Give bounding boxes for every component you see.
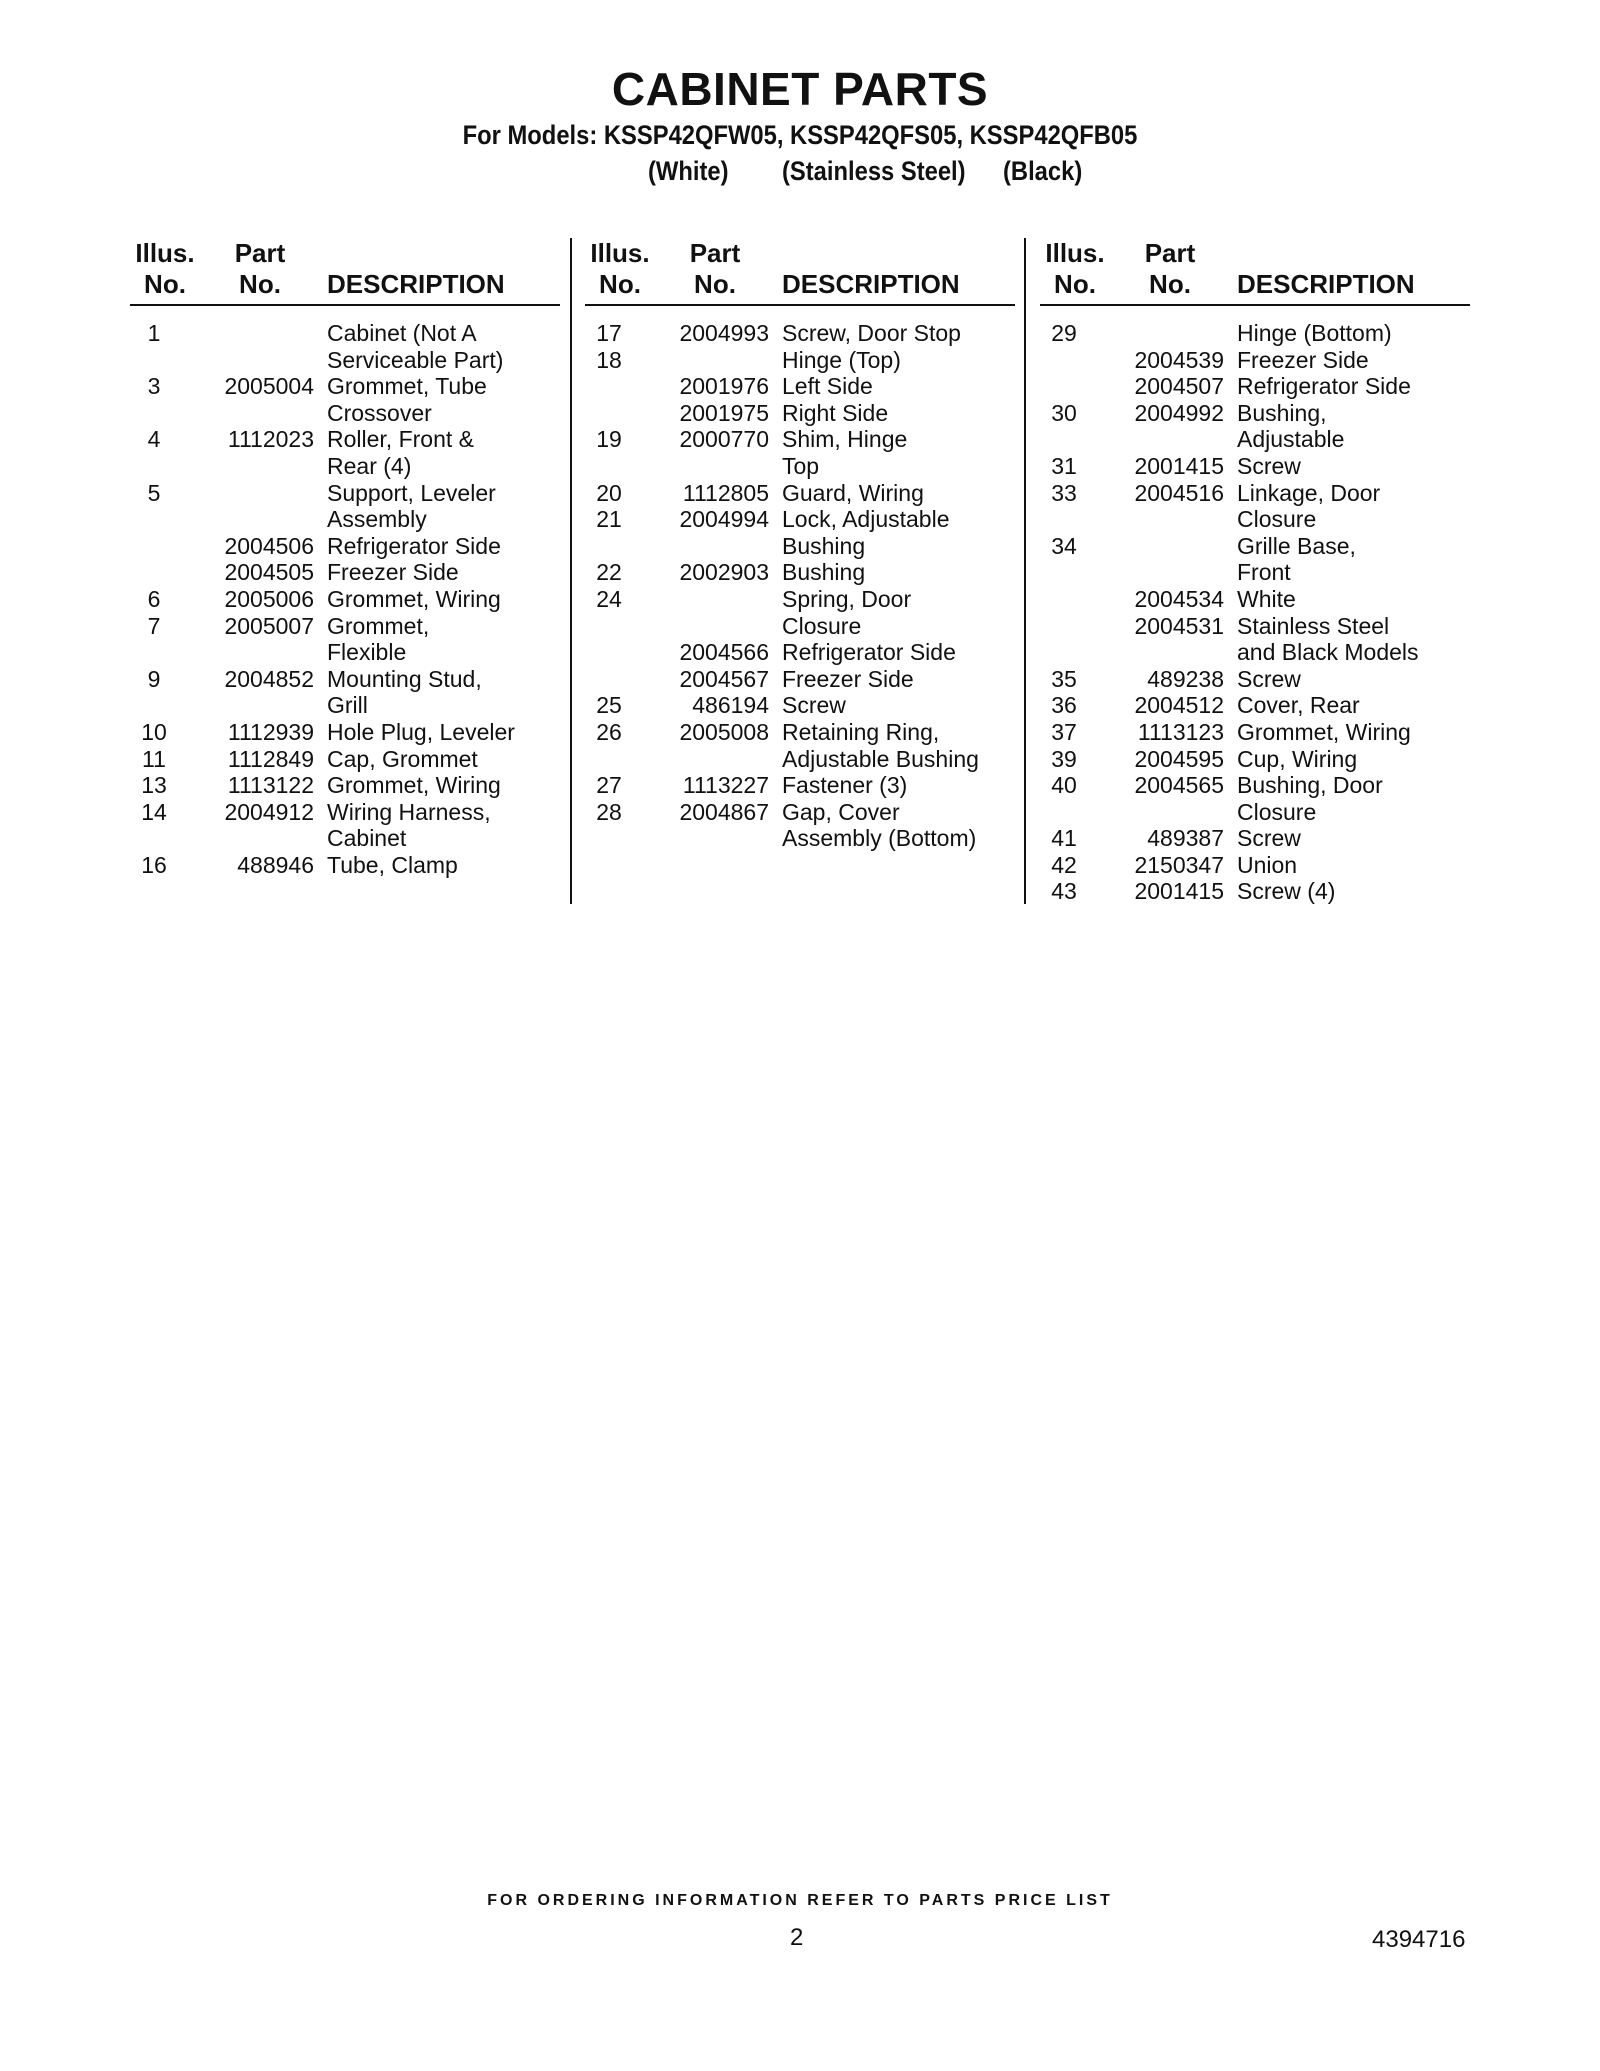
illus-no-cell: 6 [147, 585, 161, 612]
description-cell: Right Side [782, 399, 889, 426]
table-row [130, 373, 560, 426]
part-no-cell: 2001976 [679, 373, 769, 400]
illus-no-cell: 1 [147, 320, 161, 346]
table-row [130, 559, 560, 586]
table-row [130, 613, 560, 666]
illus-no-cell: 13 [141, 772, 167, 799]
description-cell: Support, Leveler Assembly [327, 479, 496, 533]
header-illus-no: Illus. No. [590, 238, 650, 299]
table-row [130, 852, 560, 879]
part-no-cell: 489387 [1147, 825, 1224, 852]
table-row [585, 559, 1015, 586]
description-cell: Grommet, Flexible [327, 612, 430, 666]
header-description: DESCRIPTION [782, 269, 960, 299]
description-cell: Shim, Hinge Top [782, 426, 908, 479]
table-row [1040, 533, 1470, 586]
illus-no-cell: 9 [147, 665, 161, 692]
description-cell: Grommet, Wiring [327, 772, 501, 799]
description-cell: Left Side [782, 373, 873, 400]
description-cell: Roller, Front & Rear (4) [327, 426, 474, 479]
part-no-cell: 2150347 [1134, 851, 1224, 878]
illus-no-cell: 27 [596, 772, 622, 799]
table-row [585, 666, 1015, 693]
description-cell: Spring, Door Closure [782, 585, 912, 639]
table-row [130, 480, 560, 533]
description-cell: Guard, Wiring [782, 479, 924, 506]
illus-no-cell: 10 [141, 718, 167, 745]
table-row [585, 586, 1015, 639]
description-cell: Refrigerator Side [327, 532, 501, 559]
illus-no-cell: 28 [596, 798, 622, 825]
part-no-cell: 2004852 [224, 665, 314, 692]
description-cell: Retaining Ring, Adjustable Bushing [782, 718, 979, 772]
description-cell: Freezer Side [782, 665, 914, 692]
table-row [585, 772, 1015, 799]
description-cell: Gap, Cover Assembly (Bottom) [782, 798, 977, 852]
column-header [1040, 238, 1470, 306]
table-row [585, 320, 1015, 347]
description-cell: Lock, Adjustable Bushing [782, 506, 950, 559]
description-cell: Hinge (Bottom) [1237, 320, 1392, 346]
illus-no-cell: 42 [1051, 851, 1077, 878]
variant-black: (Black) [1003, 156, 1083, 186]
illus-no-cell: 24 [596, 585, 622, 612]
table-row [585, 692, 1015, 719]
illus-no-cell: 40 [1051, 772, 1077, 799]
page-number: 2 [790, 1924, 804, 1951]
part-no-cell: 2000770 [679, 426, 769, 453]
table-row [1040, 666, 1470, 693]
table-row [130, 719, 560, 746]
part-no-cell: 2004566 [679, 639, 769, 666]
part-no-cell: 488946 [237, 851, 314, 878]
parts-column-3 [1040, 238, 1470, 905]
description-cell: Screw [1237, 665, 1301, 692]
part-no-cell: 1113123 [1137, 718, 1224, 745]
part-no-cell: 2002903 [679, 559, 769, 586]
description-cell: White [1237, 585, 1296, 612]
illus-no-cell: 37 [1051, 718, 1077, 745]
table-row [130, 426, 560, 479]
illus-no-cell: 33 [1051, 479, 1077, 506]
table-row [1040, 453, 1470, 480]
description-cell: Screw [782, 692, 846, 719]
table-row [1040, 692, 1470, 719]
description-cell: Stainless Steel and Black Models [1237, 612, 1419, 666]
illus-no-cell: 17 [596, 320, 622, 346]
description-cell: Mounting Stud, Grill [327, 665, 482, 719]
description-cell: Freezer Side [1237, 346, 1369, 373]
part-no-cell: 2004531 [1134, 612, 1224, 639]
part-no-cell: 2004505 [224, 559, 314, 586]
illus-no-cell: 3 [147, 373, 161, 400]
illus-no-cell: 5 [147, 479, 161, 506]
table-row [1040, 320, 1470, 347]
illus-no-cell: 14 [141, 798, 167, 825]
illus-no-cell: 36 [1051, 692, 1077, 719]
description-cell: Grommet, Tube Crossover [327, 373, 487, 426]
part-no-cell: 2004539 [1134, 346, 1224, 373]
illus-no-cell: 11 [142, 745, 166, 772]
part-no-cell: 2004992 [1134, 399, 1224, 426]
illus-no-cell: 39 [1051, 745, 1077, 772]
part-no-cell: 2005008 [679, 718, 769, 745]
parts-list [130, 320, 560, 878]
header-illus-no: Illus. No. [135, 238, 195, 299]
part-no-cell: 1112939 [227, 718, 314, 745]
table-row [1040, 480, 1470, 533]
description-cell: Bushing [782, 559, 866, 586]
header-description: DESCRIPTION [1237, 269, 1415, 299]
description-cell: Grommet, Wiring [1237, 718, 1411, 745]
part-no-cell: 2005006 [224, 585, 314, 612]
part-no-cell: 2004567 [679, 665, 769, 692]
parts-column-2 [585, 238, 1015, 852]
illus-no-cell: 7 [147, 612, 161, 639]
illus-no-cell: 35 [1051, 665, 1077, 692]
table-row [130, 320, 560, 373]
illus-no-cell: 26 [596, 718, 622, 745]
table-row [585, 506, 1015, 559]
table-row [585, 347, 1015, 374]
part-no-cell: 2001415 [1134, 878, 1224, 905]
table-row [1040, 719, 1470, 746]
part-no-cell: 2004512 [1134, 692, 1224, 719]
table-row [130, 772, 560, 799]
column-divider [570, 238, 572, 904]
table-row [130, 799, 560, 852]
table-row [585, 719, 1015, 772]
page-title: CABINET PARTS [611, 63, 989, 115]
description-cell: Hole Plug, Leveler [327, 718, 515, 745]
part-no-cell: 2004994 [679, 506, 769, 533]
header-part-no: Part No. [234, 238, 286, 299]
table-row [1040, 613, 1470, 666]
part-no-cell: 2004534 [1134, 585, 1224, 612]
header-illus-no: Illus. No. [1045, 238, 1105, 299]
table-row [130, 666, 560, 719]
table-row [130, 533, 560, 560]
part-no-cell: 1112023 [227, 426, 314, 453]
table-row [1040, 586, 1470, 613]
description-cell: Tube, Clamp [327, 851, 458, 878]
table-row [585, 480, 1015, 507]
part-no-cell: 2004516 [1134, 479, 1224, 506]
table-row [585, 639, 1015, 666]
parts-column-1 [130, 238, 560, 878]
part-no-cell: 2001415 [1134, 452, 1224, 479]
illus-no-cell: 22 [596, 559, 622, 586]
header-part-no: Part No. [1144, 238, 1196, 299]
table-row [585, 400, 1015, 427]
illus-no-cell: 21 [596, 506, 622, 533]
header-description: DESCRIPTION [327, 269, 505, 299]
part-no-cell: 2004867 [679, 798, 769, 825]
description-cell: Fastener (3) [782, 772, 908, 799]
description-cell: Screw, Door Stop [782, 320, 961, 346]
illus-no-cell: 19 [596, 426, 622, 453]
description-cell: Screw (4) [1237, 878, 1336, 905]
illus-no-cell: 41 [1051, 825, 1077, 852]
description-cell: Refrigerator Side [1237, 373, 1411, 400]
description-cell: Union [1237, 851, 1298, 878]
part-no-cell: 2005007 [224, 612, 314, 639]
part-no-cell: 2004507 [1134, 373, 1224, 400]
models-line: For Models: KSSP42QFW05, KSSP42QFS05, KSSP42QFB05 [462, 120, 1138, 150]
header-part-no: Part No. [689, 238, 741, 299]
description-cell: Refrigerator Side [782, 639, 956, 666]
part-no-cell: 2004565 [1134, 772, 1224, 799]
table-row [585, 426, 1015, 479]
ordering-note: FOR ORDERING INFORMATION REFER TO PARTS PRICE LIST [487, 1892, 1113, 1909]
variant-white: (White) [648, 156, 729, 186]
table-row [1040, 373, 1470, 400]
table-row [1040, 772, 1470, 825]
table-row [130, 746, 560, 773]
part-no-cell: 2005004 [224, 373, 314, 400]
part-no-cell: 1112805 [682, 479, 769, 506]
part-no-cell: 489238 [1147, 665, 1224, 692]
illus-no-cell: 16 [141, 851, 167, 878]
part-no-cell: 2004993 [679, 320, 769, 346]
column-header [130, 238, 560, 306]
description-cell: Screw [1237, 452, 1301, 479]
column-header [585, 238, 1015, 306]
parts-list [1040, 320, 1470, 905]
description-cell: Bushing, Door Closure [1237, 772, 1383, 825]
description-cell: Cover, Rear [1237, 692, 1360, 719]
illus-no-cell: 4 [147, 426, 161, 453]
variant-stainless: (Stainless Steel) [782, 156, 966, 186]
illus-no-cell: 30 [1051, 399, 1077, 426]
illus-no-cell: 31 [1051, 452, 1077, 479]
description-cell: Linkage, Door Closure [1237, 479, 1381, 533]
description-cell: Freezer Side [327, 559, 459, 586]
part-no-cell: 2004506 [224, 532, 314, 559]
illus-no-cell: 43 [1051, 878, 1077, 905]
illus-no-cell: 34 [1051, 532, 1077, 559]
description-cell: Cup, Wiring [1237, 745, 1358, 772]
description-cell: Bushing, Adjustable [1237, 399, 1345, 453]
table-row [585, 373, 1015, 400]
parts-list [585, 320, 1015, 852]
column-divider [1024, 238, 1026, 904]
table-row [1040, 400, 1470, 453]
table-row [585, 799, 1015, 852]
part-no-cell: 1113227 [682, 772, 769, 799]
part-no-cell: 2001975 [679, 399, 769, 426]
table-row [1040, 825, 1470, 852]
description-cell: Cabinet (Not A Serviceable Part) [327, 320, 504, 373]
part-no-cell: 2004912 [224, 798, 314, 825]
illus-no-cell: 20 [596, 479, 622, 506]
table-row [1040, 852, 1470, 879]
part-no-cell: 1113122 [227, 772, 314, 799]
description-cell: Hinge (Top) [782, 346, 901, 373]
illus-no-cell: 18 [596, 346, 622, 373]
description-cell: Cap, Grommet [327, 745, 478, 772]
part-no-cell: 486194 [692, 692, 769, 719]
description-cell: Grille Base, Front [1237, 532, 1356, 586]
table-row [1040, 878, 1470, 905]
description-cell: Grommet, Wiring [327, 585, 501, 612]
part-no-cell: 2004595 [1134, 745, 1224, 772]
part-no-cell: 1112849 [227, 745, 314, 772]
document-number: 4394716 [1372, 1926, 1466, 1953]
table-row [1040, 746, 1470, 773]
illus-no-cell: 25 [596, 692, 622, 719]
table-row [1040, 347, 1470, 374]
table-row [130, 586, 560, 613]
description-cell: Screw [1237, 825, 1301, 852]
description-cell: Wiring Harness, Cabinet [327, 798, 491, 852]
illus-no-cell: 29 [1051, 320, 1077, 346]
